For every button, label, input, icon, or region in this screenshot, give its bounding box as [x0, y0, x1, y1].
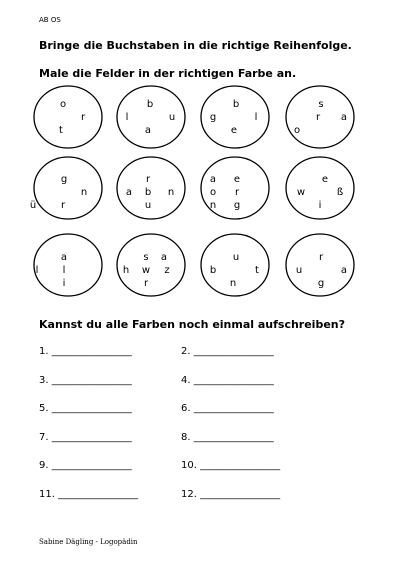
oval-letter: n — [167, 187, 175, 198]
oval-letter: g — [209, 112, 217, 123]
instruction-write-colors: Kannst du alle Farben noch einmal aufschreiben? — [39, 318, 346, 331]
oval-outline — [34, 86, 102, 148]
oval-letter: r — [145, 174, 151, 185]
oval-letter: l — [125, 112, 129, 123]
letter-oval-7 — [201, 157, 269, 219]
oval-outline — [34, 234, 102, 296]
oval-letter: s — [143, 252, 149, 263]
answer-line-1: 1. ________________ — [39, 346, 132, 357]
oval-letter: g — [233, 200, 241, 211]
oval-letter: i — [62, 278, 66, 289]
author-footer: Sabine Dägling - Logopädin — [39, 538, 138, 546]
answer-line-5: 5. ________________ — [39, 403, 132, 414]
oval-letter: e — [321, 174, 329, 185]
oval-letter: b — [146, 99, 154, 110]
answer-line-8: 8. ________________ — [181, 431, 274, 443]
oval-letter: a — [340, 112, 348, 123]
oval-letter: r — [143, 278, 149, 289]
oval-letter: u — [232, 252, 240, 263]
oval-letter: r — [318, 252, 324, 263]
oval-letter: b — [232, 99, 240, 110]
letter-oval-4 — [286, 86, 354, 148]
answer-line-3: 3. ________________ — [39, 374, 132, 386]
answer-line-2: 2. ________________ — [181, 346, 274, 357]
oval-letter: e — [233, 174, 241, 185]
answer-line-9: 9. ________________ — [39, 460, 132, 471]
oval-letter: w — [141, 265, 151, 276]
oval-letter: n — [80, 187, 88, 198]
oval-letter: t — [59, 125, 63, 136]
oval-letter: g — [317, 278, 325, 289]
oval-letter: t — [255, 265, 259, 276]
oval-letter: r — [234, 187, 240, 198]
oval-letter: g — [60, 174, 68, 185]
oval-letter: a — [160, 252, 168, 263]
oval-letter: l — [62, 265, 66, 276]
oval-letter: r — [60, 200, 66, 211]
letter-oval-9 — [34, 234, 102, 296]
oval-letter: w — [296, 187, 306, 198]
letter-oval-11 — [201, 234, 269, 296]
answer-line-7: 7. ________________ — [39, 431, 132, 443]
oval-letter: ß — [336, 187, 344, 198]
oval-letter: a — [340, 265, 348, 276]
letter-oval-12 — [286, 234, 354, 296]
oval-outline — [34, 157, 102, 219]
oval-letter: i — [318, 200, 322, 211]
letter-oval-10 — [117, 234, 185, 296]
answer-line-6: 6. ________________ — [181, 403, 274, 414]
letter-oval-2 — [117, 86, 185, 148]
oval-letter: n — [209, 200, 217, 211]
answer-line-10: 10. ________________ — [181, 460, 281, 471]
oval-letter: o — [59, 99, 67, 110]
letter-oval-5 — [30, 157, 102, 219]
oval-letter: u — [168, 112, 176, 123]
answer-line-11: 11. ________________ — [39, 488, 139, 500]
oval-letter: b — [209, 265, 217, 276]
oval-letter: r — [80, 112, 86, 123]
oval-letter: z — [164, 265, 170, 276]
oval-letter: h — [122, 265, 130, 276]
oval-letter: l — [254, 112, 258, 123]
oval-letter: e — [230, 125, 238, 136]
answer-line-12: 12. ________________ — [181, 488, 281, 500]
oval-letter: b — [144, 187, 152, 198]
answer-line-4: 4. ________________ — [181, 374, 274, 386]
oval-letter: o — [293, 125, 301, 136]
letter-oval-6 — [117, 157, 185, 219]
oval-letter: a — [125, 187, 133, 198]
letter-oval-8 — [286, 157, 354, 219]
instruction-reorder: Bringe die Buchstaben in die richtige Reihenfolge. — [39, 39, 352, 52]
oval-letter: n — [229, 278, 237, 289]
oval-letter: o — [209, 187, 217, 198]
oval-letter: ü — [29, 200, 37, 211]
oval-letter: u — [295, 265, 303, 276]
oval-letter: r — [315, 112, 321, 123]
letter-oval-1 — [34, 86, 102, 148]
oval-letter: l — [35, 265, 39, 276]
oval-letter: a — [209, 174, 217, 185]
oval-letter: s — [318, 99, 324, 110]
instruction-color: Male die Felder in der richtigen Farbe an. — [39, 67, 297, 80]
oval-letter: a — [144, 125, 152, 136]
oval-letter: a — [60, 252, 68, 263]
worksheet-header: AB OS — [39, 16, 61, 24]
oval-letter: u — [144, 200, 152, 211]
letter-oval-3 — [201, 86, 269, 148]
